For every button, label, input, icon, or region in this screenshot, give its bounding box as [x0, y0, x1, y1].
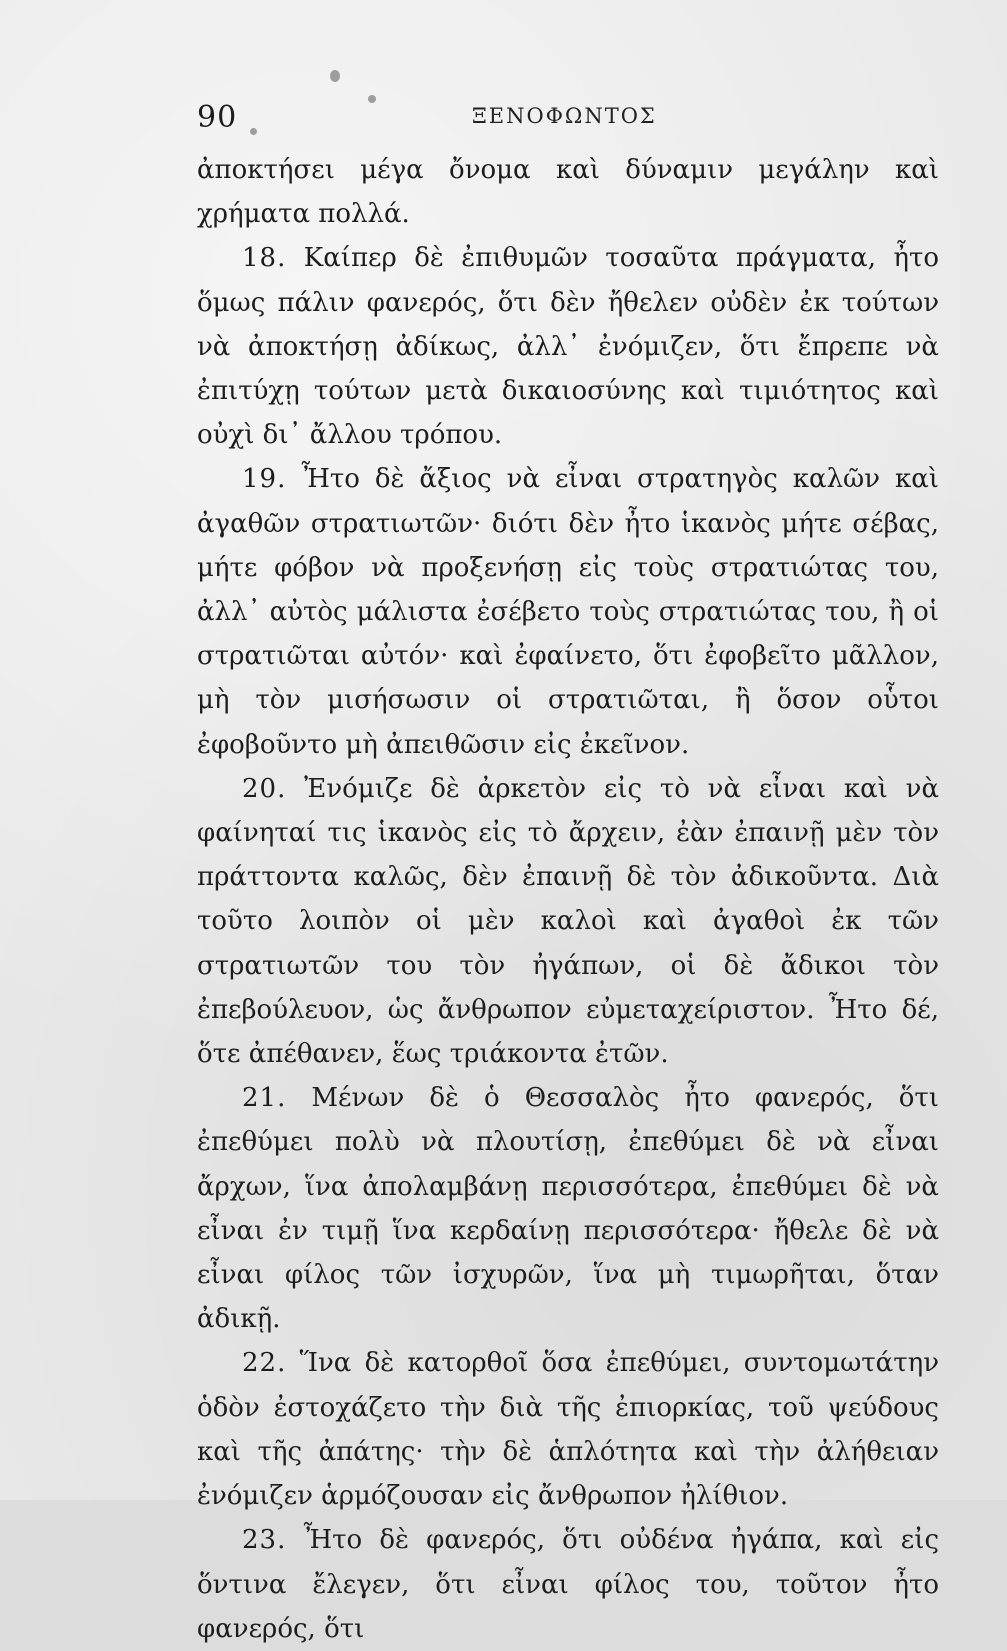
section-number: 18. — [242, 243, 287, 274]
body-text — [197, 148, 939, 1651]
paragraph-continuation — [197, 148, 939, 236]
paragraph-18 — [197, 236, 939, 457]
section-number: 23. — [242, 1525, 287, 1556]
section-number: 19. — [242, 464, 287, 495]
section-number: 22. — [242, 1348, 287, 1379]
paragraph-22 — [197, 1341, 939, 1518]
paragraph-text: ἀποκτήσει μέγα ὄνομα καὶ δύναμιν μεγάλην καὶ χρήματα πολλά. — [197, 155, 939, 230]
page-number: 90 — [197, 100, 238, 135]
section-number: 20. — [242, 773, 287, 804]
paragraph-20 — [197, 767, 939, 1076]
section-number: 21. — [242, 1083, 287, 1114]
ink-smudge — [330, 70, 340, 82]
paragraph-19 — [197, 457, 939, 766]
running-title: ΞΕΝΟΦΩΝΤΟΣ — [472, 104, 657, 128]
paragraph-text: Μένων δὲ ὁ Θεσσαλὸς ἦτο φανερός, ὅτι ἐπεθύμει πολὺ νὰ πλουτίσῃ, ἐπεθύμει δὲ νὰ εἶναι ἄρχων, ἵνα ἀπολαμβάνῃ περισσότερα, ἐπεθύμει δὲ νὰ εἶναι ἐν τιμῇ ἵνα κερδαίνῃ περισσότερα· ἤθελε δὲ νὰ εἶναι φίλος τῶν ἰσχυρῶν, ἵνα μὴ τιμωρῆται, ὅταν ἀδικῇ. — [197, 1083, 939, 1335]
paragraph-text: Ἵνα δὲ κατορθοῖ ὅσα ἐπεθύμει, συντομωτάτην ὁδὸν ἐστοχάζετο τὴν διὰ τῆς ἐπιορκίας, τοῦ ψεύδους καὶ τῆς ἀπάτης· τὴν δὲ ἁπλότητα καὶ τὴν ἀλήθειαν ἐνόμιζεν ἁρμόζουσαν εἰς ἄνθρωπον ἠλίθιον. — [197, 1348, 939, 1512]
paragraph-text: Ἦτο δὲ ἄξιος νὰ εἶναι στρατηγὸς καλῶν καὶ ἀγαθῶν στρατιωτῶν· διότι δὲν ἦτο ἱκανὸς μήτε σέβας, μήτε φόβον νὰ προξενήσῃ εἰς τοὺς στρατιώτας του, ἀλλ᾽ αὐτὸς μάλιστα ἐσέβετο τοὺς στρατιώτας του, ἢ οἱ στρατιῶται αὐτόν· καὶ ἐφαίνετο, ὅτι ἐφοβεῖτο μᾶλλον, μὴ τὸν μισήσωσιν οἱ στρατιῶται, ἢ ὅσον οὗτοι ἐφοβοῦντο μὴ ἀπειθῶσιν εἰς ἐκεῖνον. — [197, 464, 940, 760]
paragraph-text: Καίπερ δὲ ἐπιθυμῶν τοσαῦτα πράγματα, ἦτο ὅμως πάλιν φανερός, ὅτι δὲν ἤθελεν οὐδὲν ἐκ τούτων νὰ ἀποκτήσῃ ἀδίκως, ἀλλ᾽ ἐνόμιζεν, ὅτι ἔπρεπε νὰ ἐπιτύχῃ τούτων μετὰ δικαιοσύνης καὶ τιμιότητος καὶ οὐχὶ δι᾽ ἄλλου τρόπου. — [197, 243, 939, 451]
paragraph-text: Ἐνόμιζε δὲ ἀρκετὸν εἰς τὸ νὰ εἶναι καὶ νὰ φαίνηταί τις ἱκανὸς εἰς τὸ ἄρχειν, ἐὰν ἐπαινῇ μὲν τὸν πράττοντα καλῶς, δὲν ἐπαινῇ δὲ τὸν ἀδικοῦντα. Διὰ τοῦτο λοιπὸν οἱ μὲν καλοὶ καὶ ἀγαθοὶ ἐκ τῶν στρατιωτῶν του τὸν ἠγάπων, οἱ δὲ ἄδικοι τὸν ἐπεβούλευον, ὡς ἄνθρωπον εὐμεταχείριστον. Ἦτο δέ, ὅτε ἀπέθανεν, ἕως τριάκοντα ἐτῶν. — [197, 773, 939, 1070]
paragraph-text: Ἦτο δὲ φανερός, ὅτι οὐδένα ἠγάπα, καὶ εἰς ὅντινα ἔλεγεν, ὅτι εἶναι φίλος του, τοῦτον ἦτο φανερός, ὅτι — [197, 1525, 940, 1644]
paragraph-23 — [197, 1518, 939, 1651]
paragraph-21 — [197, 1076, 939, 1341]
page-header — [197, 100, 937, 140]
